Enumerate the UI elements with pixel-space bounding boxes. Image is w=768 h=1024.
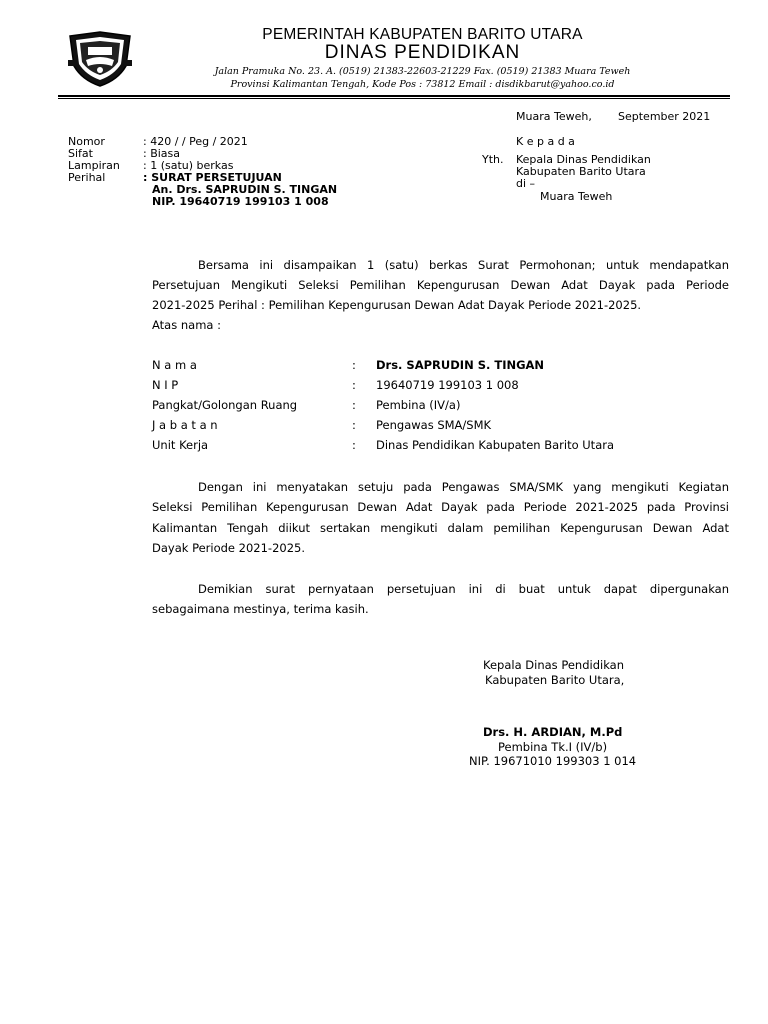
perihal-nip: NIP. 19640719 199103 1 008 bbox=[152, 195, 329, 208]
letterhead-rule-thin bbox=[58, 98, 730, 99]
paragraph-1-line-2: Persetujuan Mengikuti Seleksi Pemilihan Kepengurusan Dewan Adat Dayak pada Periode bbox=[152, 278, 729, 292]
perihal-an: An. Drs. SAPRUDIN S. TINGAN bbox=[152, 183, 338, 196]
identity-label: Pangkat/Golongan Ruang bbox=[152, 398, 298, 412]
signatory-name: Drs. H. ARDIAN, M.Pd bbox=[483, 725, 623, 739]
identity-value: 19640719 199103 1 008 bbox=[376, 378, 519, 392]
paragraph-3-line-2: sebagaimana mestinya, terima kasih. bbox=[152, 602, 369, 616]
perihal-value: : SURAT PERSETUJUAN bbox=[143, 171, 282, 184]
letterhead-agency: DINAS PENDIDIKAN bbox=[324, 42, 521, 63]
identity-colon: : bbox=[352, 358, 356, 372]
recipient-line2: Kabupaten Barito Utara bbox=[516, 165, 646, 178]
nomor-value: : 420 / / Peg / 2021 bbox=[143, 135, 248, 148]
identity-value: Dinas Pendidikan Kabupaten Barito Utara bbox=[376, 438, 615, 452]
identity-colon: : bbox=[352, 378, 356, 392]
identity-value: Pembina (IV/a) bbox=[376, 398, 461, 412]
paragraph-1-line-1: Bersama ini disampaikan 1 (satu) berkas Surat Permohonan; untuk mendapatkan bbox=[198, 258, 729, 272]
signatory-nip: NIP. 19671010 199303 1 014 bbox=[469, 754, 637, 768]
identity-colon: : bbox=[352, 398, 356, 412]
paragraph-2-line-3: Kalimantan Tengah diikut sertakan mengikuti dalam pemilihan Kepengurusan Dewan Adat bbox=[152, 521, 729, 535]
paragraph-2-line-4: Dayak Periode 2021-2025. bbox=[152, 541, 305, 555]
sifat-label: Sifat bbox=[68, 147, 93, 160]
identity-colon: : bbox=[352, 438, 356, 452]
identity-value: Drs. SAPRUDIN S. TINGAN bbox=[376, 358, 545, 372]
recipient-line4: Muara Teweh bbox=[540, 190, 613, 203]
signatory-title-2: Kabupaten Barito Utara, bbox=[485, 673, 625, 687]
letter-date: September 2021 bbox=[618, 110, 711, 123]
letterhead-contact: Provinsi Kalimantan Tengah, Kode Pos : 73812 Email : disdikbarut@yahoo.co.id bbox=[230, 79, 615, 90]
recipient-yth: Yth. bbox=[482, 153, 504, 166]
letterhead-address: Jalan Pramuka No. 23. A. (0519) 21383-22603-21229 Fax. (0519) 21383 Muara Teweh bbox=[214, 66, 631, 77]
recipient-line3: di – bbox=[516, 177, 536, 190]
identity-label: Unit Kerja bbox=[152, 438, 209, 452]
paragraph-2-line-1: Dengan ini menyatakan setuju pada Pengawas SMA/SMK yang mengikuti Kegiatan bbox=[198, 480, 729, 494]
identity-label: N I P bbox=[152, 378, 179, 392]
identity-label: N a m a bbox=[152, 358, 197, 372]
paragraph-2-line-2: Seleksi Pemilihan Kepengurusan Dewan Adat Dayak pada Periode 2021-2025 pada Provinsi bbox=[152, 500, 729, 514]
recipient-line1: Kepala Dinas Pendidikan bbox=[516, 153, 651, 166]
paragraph-3-line-1: Demikian surat pernyataan persetujuan ini di buat untuk dapat dipergunakan bbox=[198, 582, 729, 596]
lampiran-value: : 1 (satu) berkas bbox=[143, 159, 234, 172]
signatory-rank: Pembina Tk.I (IV/b) bbox=[498, 740, 608, 754]
paragraph-1-line-4: Atas nama : bbox=[152, 318, 221, 332]
letterhead-rule bbox=[58, 95, 730, 97]
recipient-kepada: K e p a d a bbox=[516, 135, 575, 148]
perihal-label: Perihal bbox=[68, 171, 106, 184]
nomor-label: Nomor bbox=[68, 135, 105, 148]
lampiran-label: Lampiran bbox=[68, 159, 120, 172]
letterhead-government: PEMERINTAH KABUPATEN BARITO UTARA bbox=[262, 26, 583, 43]
letter-place: Muara Teweh, bbox=[516, 110, 592, 123]
identity-colon: : bbox=[352, 418, 356, 432]
identity-value: Pengawas SMA/SMK bbox=[376, 418, 492, 432]
regency-emblem-icon bbox=[66, 30, 134, 88]
signatory-title-1: Kepala Dinas Pendidikan bbox=[483, 658, 624, 672]
paragraph-1-line-3: 2021-2025 Perihal : Pemilihan Kepengurusan Dewan Adat Dayak Periode 2021-2025. bbox=[152, 298, 642, 312]
sifat-value: : Biasa bbox=[143, 147, 181, 160]
identity-label: J a b a t a n bbox=[152, 418, 218, 432]
